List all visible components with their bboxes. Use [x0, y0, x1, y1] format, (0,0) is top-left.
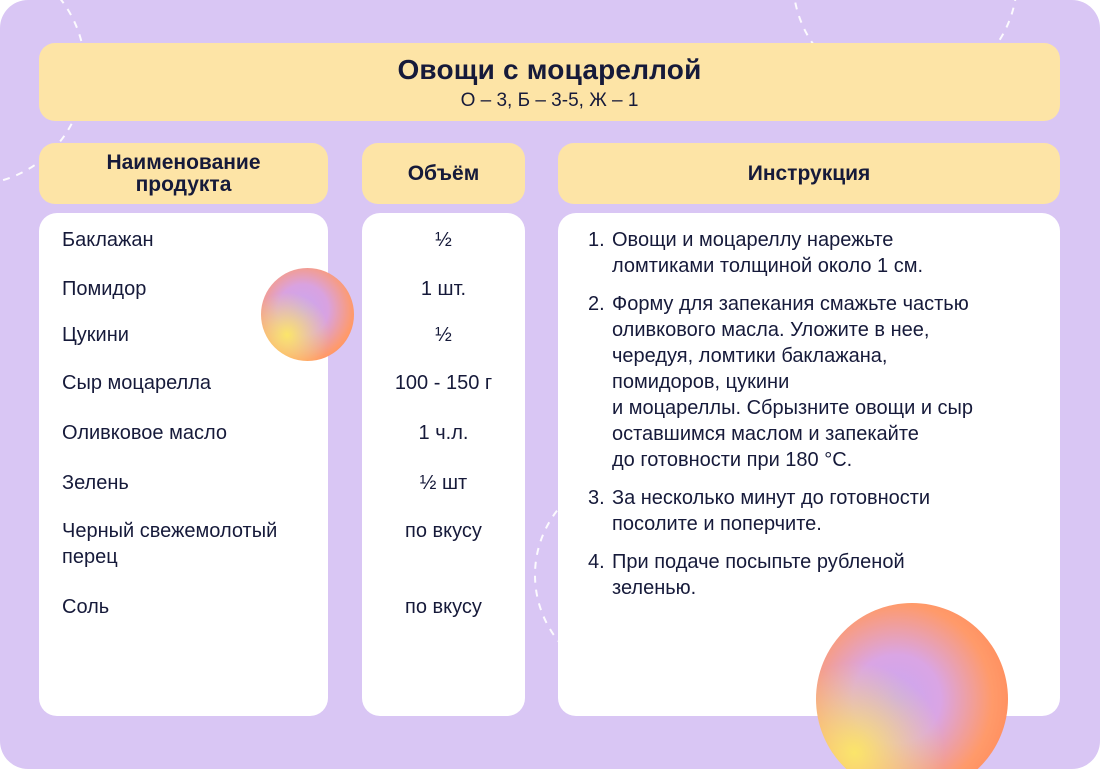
ingredient-name: Черный свежемолотый перец: [62, 520, 278, 568]
column-header-volume: [362, 143, 525, 204]
ingredient-amount: 1 ч.л.: [418, 422, 469, 444]
step-number: 2.: [588, 293, 605, 315]
column-header-volume-label: Объём: [407, 161, 480, 185]
instruction-step: [588, 485, 1038, 537]
instruction-step: [588, 291, 1038, 473]
volume-panel: [362, 213, 525, 716]
recipe-title: Овощи с моцареллой: [397, 54, 702, 85]
step-number: 4.: [588, 551, 605, 573]
ingredient-amount: по вкусу: [405, 520, 482, 542]
ingredient-name: Зелень: [62, 472, 129, 494]
ingredient-amount: ½: [435, 229, 452, 251]
decorative-sphere-small: [261, 268, 354, 361]
ingredient-amount: 100 - 150 г: [394, 372, 493, 394]
column-header-instruction-label: Инструкция: [747, 161, 871, 185]
step-text: При подаче посыпьте рубленой зеленью.: [612, 551, 905, 599]
recipe-macros: О – 3, Б – 3-5, Ж – 1: [460, 90, 639, 111]
ingredient-name: Сыр моцарелла: [62, 372, 211, 394]
ingredient-name: Помидор: [62, 278, 147, 300]
instruction-steps: [588, 227, 1038, 613]
instruction-step: [588, 227, 1038, 279]
ingredient-amount: по вкусу: [405, 596, 482, 618]
step-number: 3.: [588, 487, 605, 509]
recipe-title-bar: [39, 43, 1060, 121]
column-header-instruction: [558, 143, 1060, 204]
step-text: Форму для запекания смажьте частью оливкового масла. Уложите в нее, чередуя, ломтики баклажана, помидоров, цукини и моцареллы. Сбрызните овощи и сыр оставшимся маслом и запекайте до готовности при 180 °C.: [612, 293, 974, 471]
ingredient-name: Оливковое масло: [62, 422, 227, 444]
step-number: 1.: [588, 229, 605, 251]
ingredient-amount: ½: [435, 324, 452, 346]
ingredient-amount: 1 шт.: [420, 278, 467, 300]
step-text: За несколько минут до готовности посолите и поперчите.: [612, 487, 931, 535]
ingredient-name: Цукини: [62, 324, 129, 346]
column-header-product-label: Наименование продукта: [106, 150, 261, 196]
step-text: Овощи и моцареллу нарежьте ломтиками толщиной около 1 см.: [612, 229, 924, 277]
ingredient-amount: ½ шт: [419, 472, 468, 494]
ingredient-name: Соль: [62, 596, 110, 618]
instruction-step: [588, 549, 1038, 601]
ingredient-name: Баклажан: [62, 229, 154, 251]
column-header-product: [39, 143, 328, 204]
